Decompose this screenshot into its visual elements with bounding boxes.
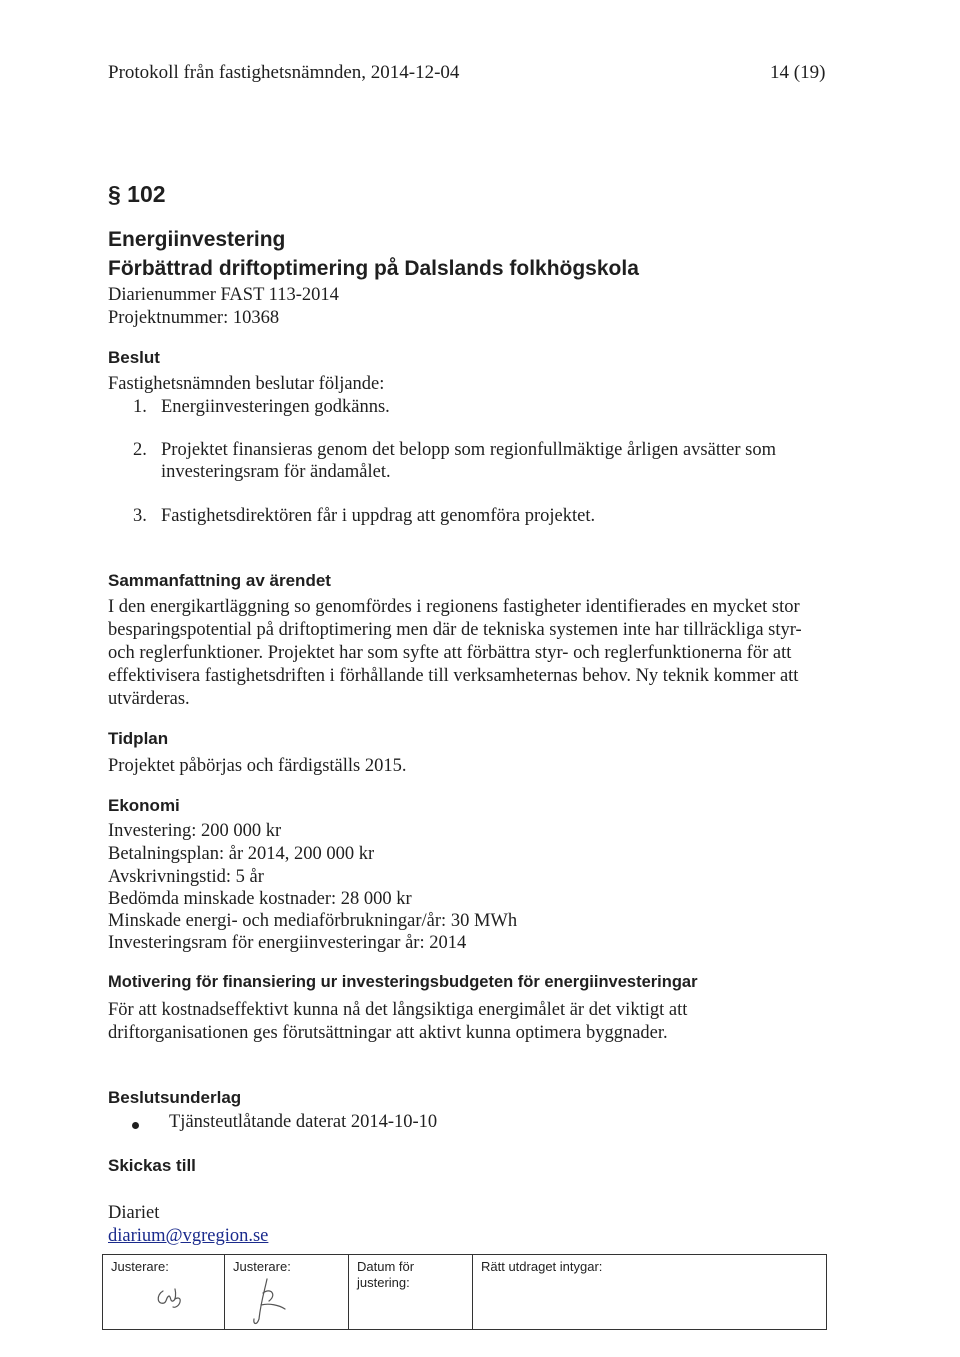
justerare-cell-1 — [103, 1255, 225, 1329]
header-title: Protokoll från fastighetsnämnden, 2014-12-04 — [108, 62, 460, 83]
ekonomi-heading: Ekonomi — [108, 796, 180, 815]
sammanfattning-line: effektivisera fastighetsdriften i förhållande till verksamheternas behov. Ny teknik kommer att — [108, 666, 799, 686]
datum-cell — [349, 1255, 473, 1329]
sammanfattning-line: I den energikartläggning so genomfördes i regionens fastigheter identifierades en mycket stor — [108, 597, 800, 617]
signature-table — [102, 1254, 827, 1330]
justerare-label: Justerare: — [233, 1259, 291, 1274]
ratt-utdraget-label: Rätt utdraget intygar: — [481, 1259, 603, 1274]
beslut-item — [133, 440, 776, 461]
beslut-item — [133, 506, 595, 527]
beslut-item-text: Fastighetsdirektören får i uppdrag att genomföra projektet. — [161, 506, 596, 526]
sammanfattning-heading: Sammanfattning av ärendet — [108, 571, 331, 590]
section-subtitle: Förbättrad driftoptimering på Dalslands folkhögskola — [108, 257, 639, 280]
page-number: 14 (19) — [770, 62, 826, 83]
datum-label: Datum för justering: — [357, 1259, 415, 1290]
beslut-item — [133, 397, 390, 418]
beslut-item-number: 3. — [133, 506, 147, 526]
ekonomi-line: Investeringsram för energiinvesteringar år: 2014 — [108, 933, 467, 953]
beslut-item-continuation: investeringsram för ändamålet. — [161, 462, 391, 482]
sammanfattning-line: utvärderas. — [108, 689, 190, 709]
beslut-heading: Beslut — [108, 348, 160, 367]
sammanfattning-line: och reglerfunktioner. Projektet har som syfte att förbättra styr- och reglerfunktionerna för att — [108, 643, 792, 663]
motivering-heading: Motivering för finansiering ur investeringsbudgeten för energiinvesteringar — [108, 973, 698, 991]
tidplan-heading: Tidplan — [108, 729, 169, 748]
section-title: Energiinvestering — [108, 228, 286, 251]
projektnummer: Projektnummer: 10368 — [108, 308, 280, 328]
email-link[interactable]: diarium@vgregion.se — [108, 1226, 269, 1246]
recipient: Diariet — [108, 1203, 160, 1223]
beslut-item-text: Energiinvesteringen godkänns. — [161, 397, 390, 417]
justerare-cell-2 — [225, 1255, 349, 1329]
ekonomi-line: Betalningsplan: år 2014, 200 000 kr — [108, 844, 375, 864]
ratt-utdraget-cell — [473, 1255, 825, 1329]
motivering-line: För att kostnadseffektivt kunna nå det långsiktiga energimålet är det viktigt att — [108, 1000, 688, 1020]
paragraph-number: § 102 — [108, 181, 166, 207]
beslut-item-number: 2. — [133, 440, 147, 460]
ekonomi-line: Minskade energi- och mediaförbrukningar/år: 30 MWh — [108, 911, 518, 931]
motivering-line: driftorganisationen ges förutsättningar att aktivt kunna optimera byggnader. — [108, 1023, 668, 1043]
sammanfattning-line: besparingspotential på driftoptimering men där de tekniska systemen inte har tillräckliga styr- — [108, 620, 802, 640]
tidplan-text: Projektet påbörjas och färdigställs 2015. — [108, 756, 407, 776]
beslutsunderlag-heading: Beslutsunderlag — [108, 1088, 242, 1107]
skickas-heading: Skickas till — [108, 1156, 196, 1175]
bullet-icon — [132, 1122, 139, 1129]
ekonomi-line: Bedömda minskade kostnader: 28 000 kr — [108, 889, 412, 909]
initials-signature-icon — [249, 1275, 289, 1327]
beslut-intro: Fastighetsnämnden beslutar följande: — [108, 374, 385, 394]
diarienummer: Diarienummer FAST 113-2014 — [108, 285, 339, 305]
beslut-item-text: Projektet finansieras genom det belopp som regionfullmäktige årligen avsätter som — [161, 440, 776, 460]
justerare-label: Justerare: — [111, 1259, 169, 1274]
beslut-item-number: 1. — [133, 397, 147, 417]
beslutsunderlag-item: Tjänsteutlåtande daterat 2014-10-10 — [169, 1112, 438, 1132]
initials-signature-icon — [153, 1283, 187, 1313]
ekonomi-line: Avskrivningstid: 5 år — [108, 867, 264, 887]
ekonomi-line: Investering: 200 000 kr — [108, 821, 282, 841]
